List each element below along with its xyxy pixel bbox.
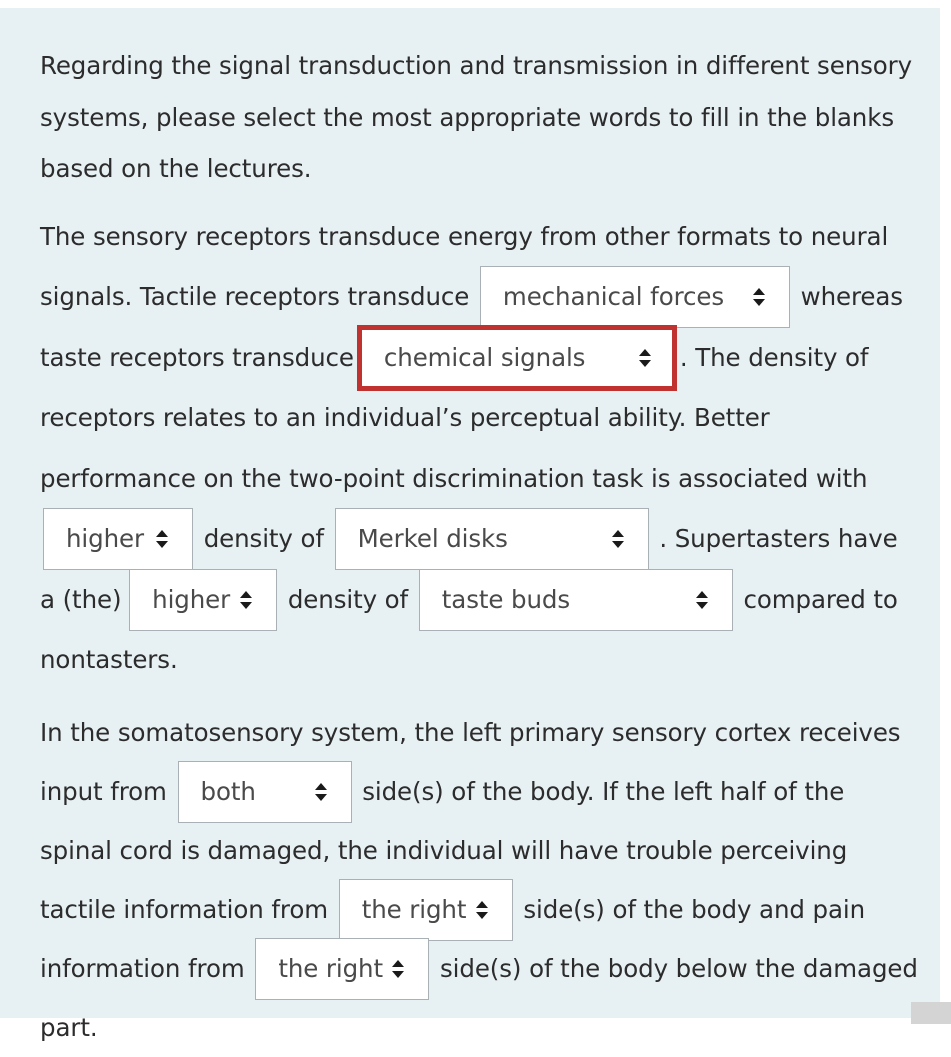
text-segment: The sensory receptors transduce energy from other formats to neural signals. Tactile receptors transduce [40,222,888,312]
select-cortex-input-side[interactable] [178,761,352,823]
up-down-caret-icon [474,880,490,940]
question-panel [0,8,940,1018]
up-down-caret-icon [154,509,170,569]
up-down-caret-icon [610,509,626,569]
select-value: higher [152,570,230,630]
receptors-paragraph [40,207,920,691]
select-taste-structure[interactable] [419,569,733,631]
select-tactile-side[interactable] [339,879,513,941]
text-segment: . Supertasters have a (the) [40,524,898,614]
up-down-caret-icon [238,570,254,630]
text-segment: density of [288,585,408,614]
select-value: mechanical forces [503,267,724,327]
text-segment: . The density of receptors relates to an individual’s perceptual ability. Better performance on the two-point discrimination task is associated with [40,343,868,493]
text-segment: compared to nontasters. [40,585,898,675]
text-segment: side(s) of the body below the damaged part. [40,954,918,1042]
up-down-caret-icon [313,762,329,822]
select-two-point-density[interactable] [43,508,193,570]
select-value: Merkel disks [358,509,508,569]
text-segment: side(s) of the body. If the left half of the spinal cord is damaged, the individual will have trouble perceiving tactile information from [40,777,847,924]
select-taste-transduce[interactable] [357,325,677,391]
somatosensory-paragraph [40,703,920,1057]
select-value: taste buds [442,570,570,630]
intro-paragraph: Regarding the signal transduction and transmission in different sensory systems, please select the most appropriate words to fill in the blanks based on the lectures. [40,40,920,195]
text-segment: In the somatosensory system, the left primary sensory cortex receives input from [40,718,900,806]
select-value: both [201,762,256,822]
scrollbar-corner [911,1002,951,1024]
select-value: higher [66,509,144,569]
question-text [40,40,920,1057]
select-pain-side[interactable] [255,938,429,1000]
up-down-caret-icon [694,570,710,630]
select-value: the right [362,880,467,940]
text-segment: density of [204,524,324,553]
up-down-caret-icon [390,939,406,999]
up-down-caret-icon [751,267,767,327]
up-down-caret-icon [637,330,653,386]
select-supertaster-density[interactable] [129,569,277,631]
select-value: chemical signals [384,330,585,386]
text-segment: whereas taste receptors transduce [40,282,903,372]
select-tactile-transduce[interactable] [480,266,790,328]
text-segment: side(s) of the body and pain information from [40,895,865,983]
select-receptor-type[interactable] [335,508,649,570]
select-value: the right [278,939,383,999]
